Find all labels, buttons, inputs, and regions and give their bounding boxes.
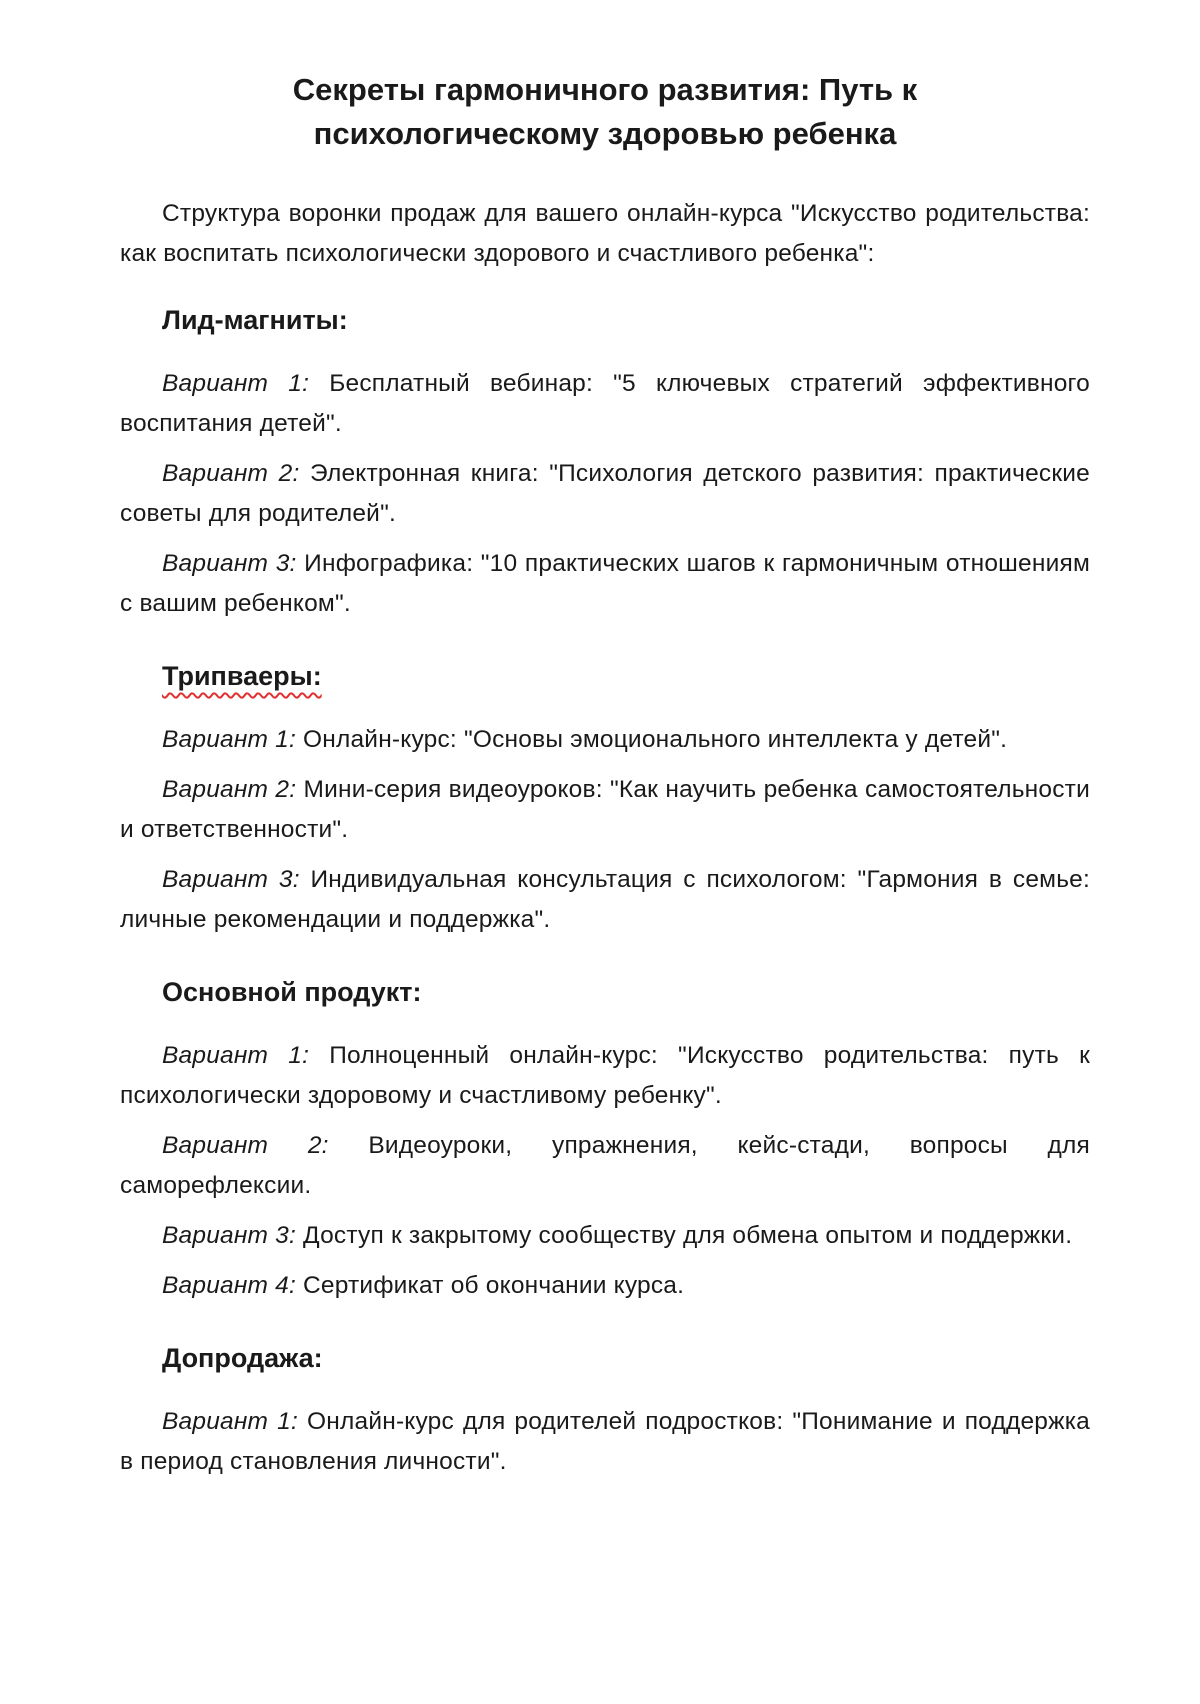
variant-label: Вариант 3: (162, 1222, 296, 1249)
variant-text: Инфографика: "10 практических шагов к гармоничным отношениям с вашим ребенком". (120, 550, 1090, 617)
variant-item (120, 1266, 1090, 1306)
variant-text: Электронная книга: "Психология детского развития: практические советы для родителей". (120, 460, 1090, 527)
variant-label: Вариант 3: (162, 866, 300, 893)
variant-item (120, 1402, 1090, 1482)
intro-paragraph: Структура воронки продаж для вашего онлайн-курса "Искусство родительства: как воспитать психологически здорового и счастливого ребенка": (120, 200, 1090, 267)
variant-label: Вариант 2: (162, 776, 297, 803)
section-main-product (120, 972, 1090, 1306)
variant-label: Вариант 1: (162, 1042, 310, 1069)
document-title (120, 68, 1090, 156)
variant-text: Онлайн-курс: "Основы эмоционального интеллекта у детей". (303, 726, 1008, 753)
variant-item (120, 454, 1090, 534)
variant-label: Вариант 3: (162, 550, 297, 577)
variant-text: Мини-серия видеоуроков: "Как научить ребенка самостоятельности и ответственности". (120, 776, 1090, 843)
variant-label: Вариант 2: (162, 1132, 329, 1159)
variant-item (120, 1126, 1090, 1206)
variant-item (120, 364, 1090, 444)
section-heading: Допродажа: (162, 1343, 323, 1373)
section-upsell (120, 1338, 1090, 1482)
variant-text: Полноценный онлайн-курс: "Искусство родительства: путь к психологически здоровому и счастливому ребенку". (120, 1042, 1090, 1109)
variant-text: Видеоуроки, упражнения, кейс-стади, вопросы для саморефлексии. (120, 1132, 1090, 1199)
variant-text: Доступ к закрытому сообществу для обмена опытом и поддержки. (303, 1222, 1073, 1249)
section-heading: Лид-магниты: (162, 305, 348, 335)
variant-text: Бесплатный вебинар: "5 ключевых стратегий эффективного воспитания детей". (120, 370, 1090, 437)
variant-label: Вариант 1: (162, 370, 310, 397)
variant-item (120, 1036, 1090, 1116)
variant-label: Вариант 1: (162, 726, 296, 753)
variant-item (120, 1216, 1090, 1256)
title-line-2: психологическому здоровью ребенка (313, 116, 897, 151)
variant-text: Индивидуальная консультация с психологом: "Гармония в семье: личные рекомендации и поддержка". (120, 866, 1090, 933)
variant-item (120, 720, 1090, 760)
variant-label: Вариант 4: (162, 1272, 296, 1299)
variant-label: Вариант 2: (162, 460, 300, 487)
variant-label: Вариант 1: (162, 1408, 298, 1435)
variant-item (120, 770, 1090, 850)
variant-text: Онлайн-курс для родителей подростков: "Понимание и поддержка в период становления личности". (120, 1408, 1090, 1475)
title-line-1: Секреты гармоничного развития: Путь к (292, 72, 918, 107)
variant-item (120, 860, 1090, 940)
section-tripwires (120, 656, 1090, 940)
section-heading: Трипваеры: (162, 661, 322, 691)
section-heading: Основной продукт: (162, 977, 422, 1007)
variant-item (120, 544, 1090, 624)
variant-text: Сертификат об окончании курса. (303, 1272, 685, 1299)
section-lead-magnets (120, 300, 1090, 624)
